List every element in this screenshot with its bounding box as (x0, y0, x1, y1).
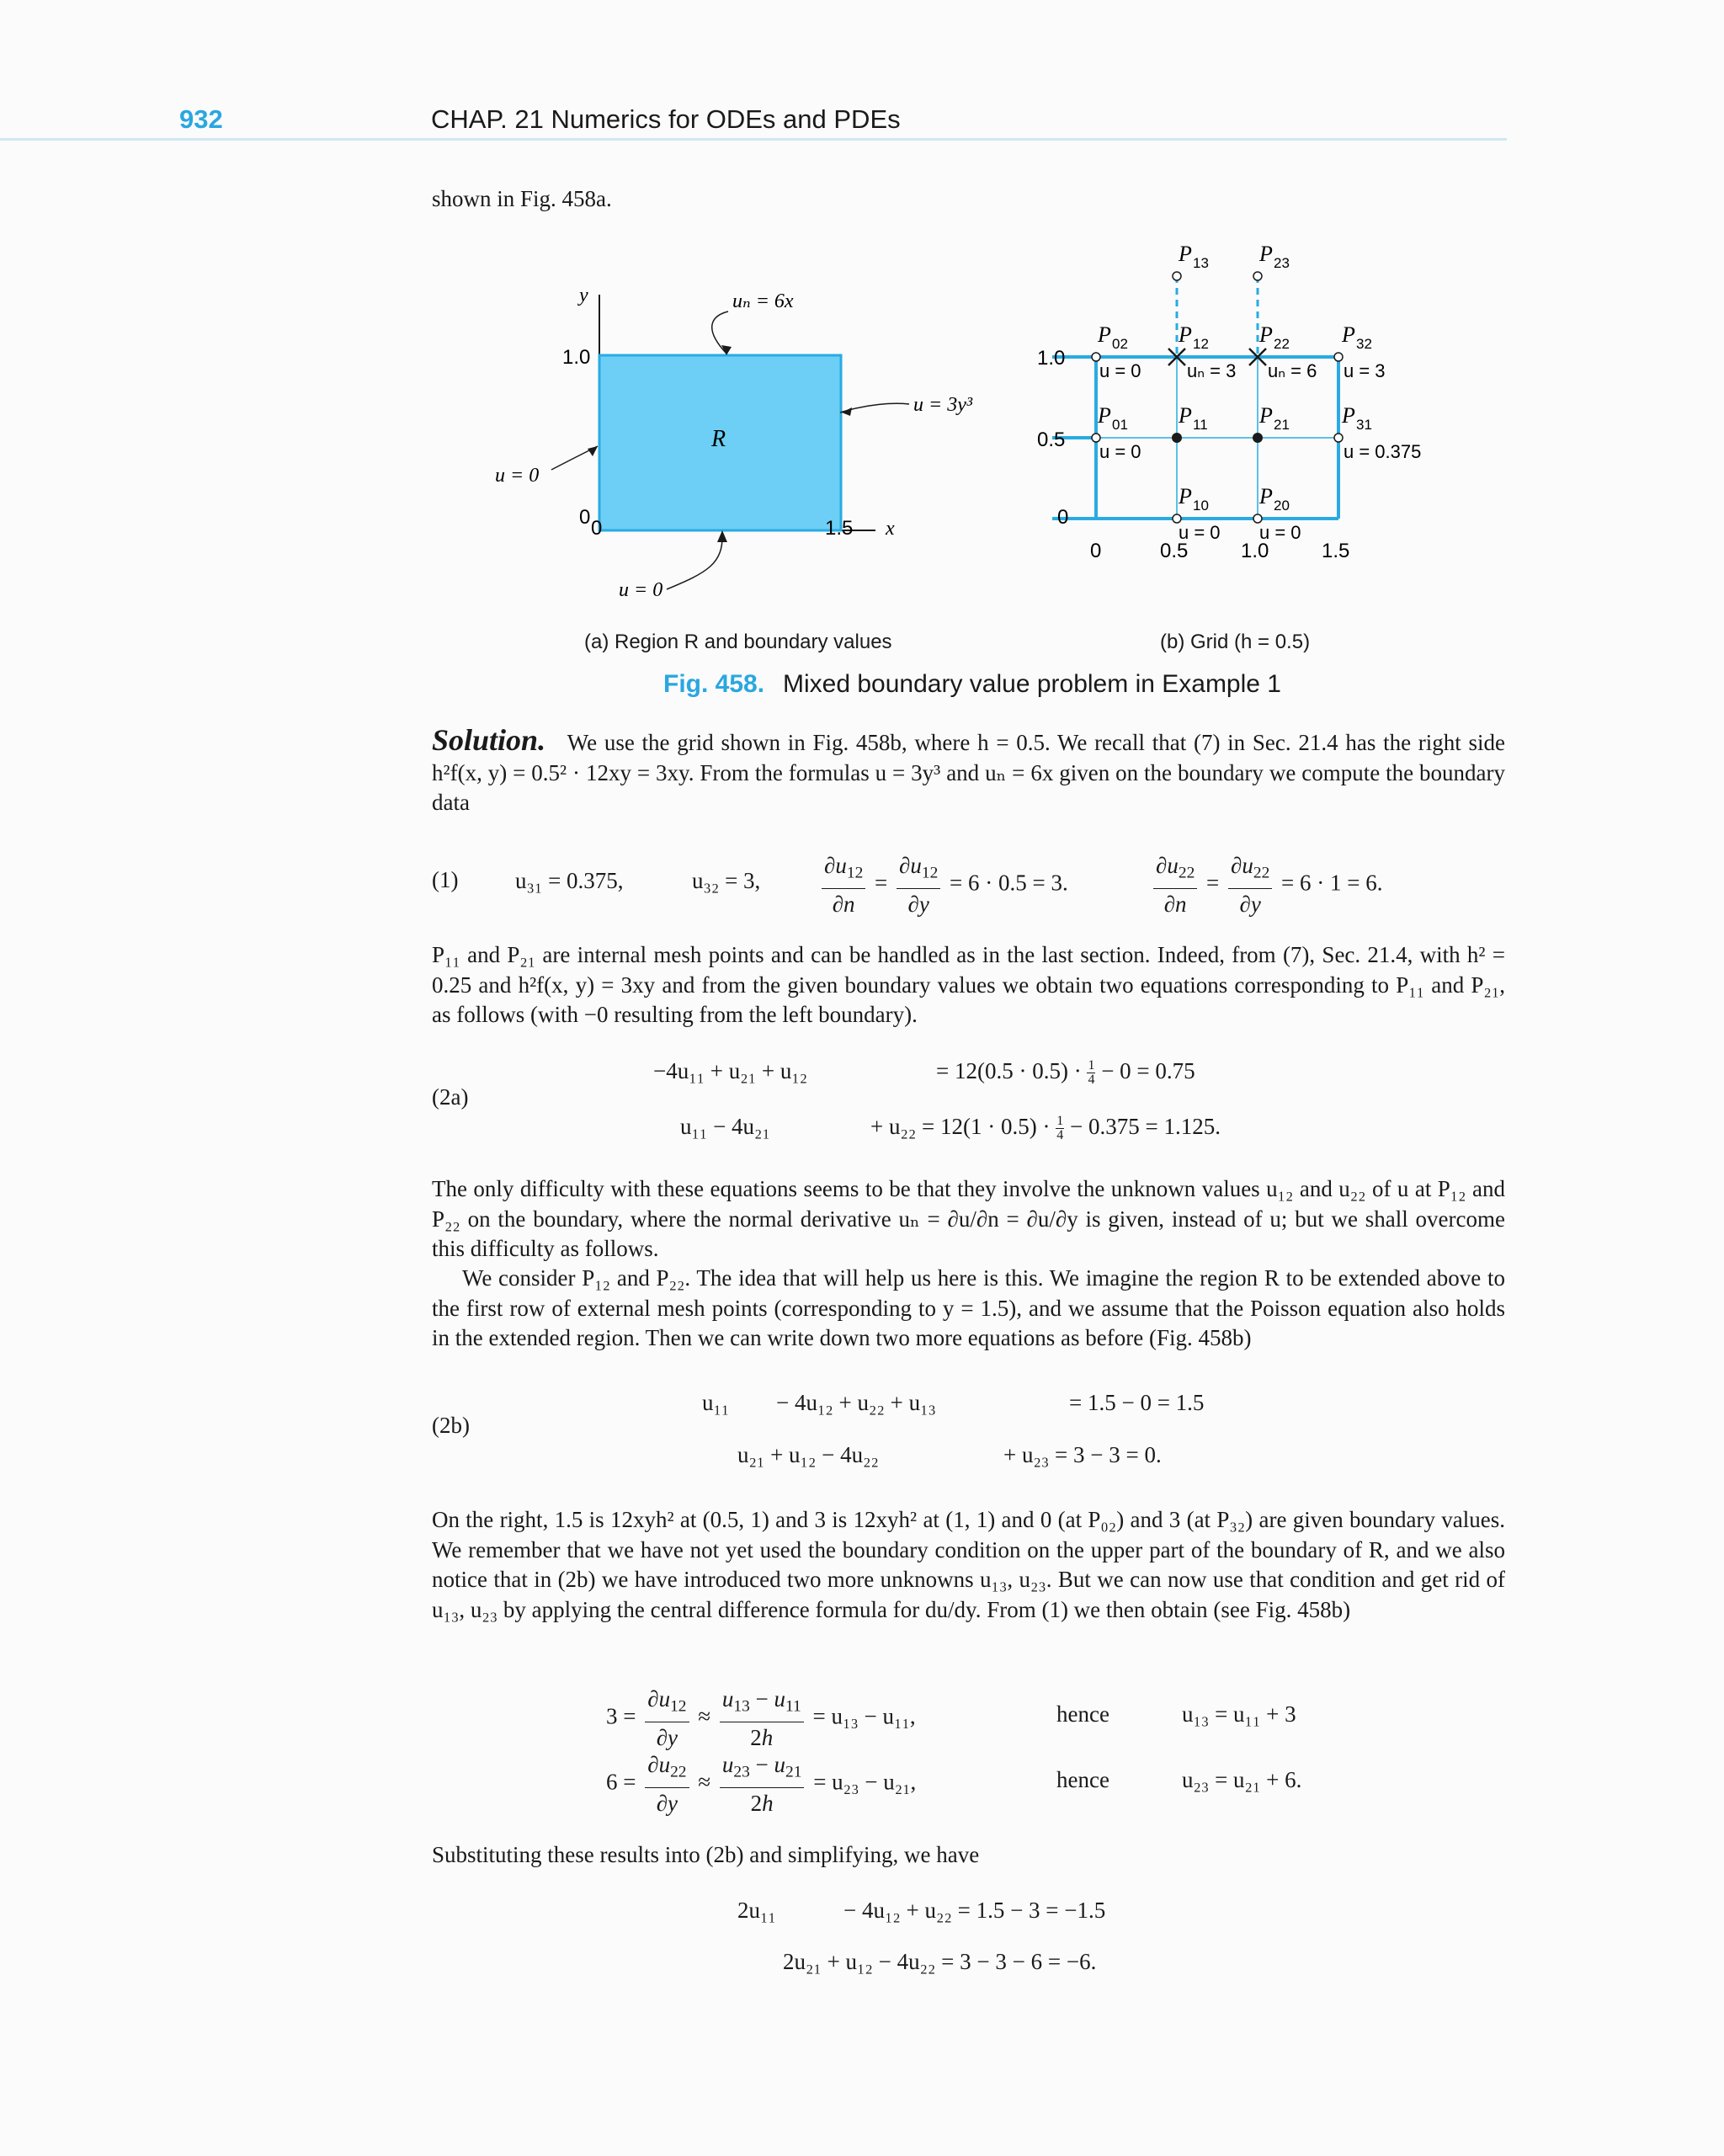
eq4-line1-b: − 4u₁₂ + u₂₂ = 1.5 − 3 = −1.5 (843, 1898, 1106, 1923)
svg-text:10: 10 (1193, 498, 1209, 514)
svg-text:12: 12 (1193, 336, 1209, 352)
svg-text:21: 21 (1274, 417, 1290, 433)
label-p22: P (1259, 322, 1273, 347)
paragraph-4: We consider P₁₂ and P₂₂. The idea that will help us here is this. We imagine the region R to be extended above to the first row of external mesh points (corresponding to y = 1.5), and we assume that the Poisson equation also holds in the extended region. Then we can write down two more equations as before (Fig. 458b) (432, 1265, 1505, 1350)
ytick-3: 0 (1057, 506, 1069, 529)
eq2b-label: (2b) (432, 1413, 470, 1438)
eq3-line2-hence: hence (1056, 1767, 1109, 1792)
label-p13: P (1179, 242, 1192, 266)
callout-bottom (667, 532, 722, 589)
eq3-line1-result: u₁₃ = u₁₁ + 3 (1182, 1701, 1296, 1727)
tick-x-right: 1.5 (825, 517, 854, 540)
svg-text:20: 20 (1274, 498, 1290, 514)
label-p20: P (1259, 484, 1273, 508)
point-p31 (1334, 434, 1343, 442)
ytick-1: 1.0 (1037, 347, 1066, 370)
label-p32: P (1342, 322, 1355, 347)
intro-text: shown in Fig. 458a. (432, 186, 612, 211)
svg-text:11: 11 (1193, 417, 1208, 433)
value-p20: u = 0 (1259, 522, 1301, 543)
paragraph-5: On the right, 1.5 is 12xyh² at (0.5, 1) and 3 is 12xyh² at (1, 1) and 0 (at P₀₂) and 3 (at P₃₂) are given boundary values. We remember that we have not yet used the boundary condition on the upper part of the boundary of R, and we also notice that in (2b) we have introduced two more unknowns u₁₃, u₂₃. But we can now use that condition and get rid of u₁₃, u₂₃ by applying the central difference formula for du/dy. From (1) we then obtain (see Fig. 458b) (432, 1507, 1505, 1622)
point-p13 (1173, 272, 1181, 280)
tick-origin-x: 0 (591, 517, 603, 540)
region-label: R (711, 426, 726, 452)
figure-458b (1027, 236, 1465, 572)
value-p31: u = 0.375 (1344, 441, 1422, 462)
eq1-label: (1) (432, 867, 459, 892)
panel-a-caption: (a) Region R and boundary values (584, 631, 892, 653)
eq1-part2: = 6 · 0.5 = 3. (950, 870, 1068, 896)
ytick-2: 0.5 (1037, 429, 1066, 451)
figure-458a (471, 278, 973, 615)
solution-text: We use the grid shown in Fig. 458b, where h = 0.5. We recall that (7) in Sec. 21.4 has the right side h²f(x, y) = 0.5² · 12xy = 3xy. From the formulas u = 3y³ and uₙ = 6x given on the boundary we compute the boundary data (432, 730, 1505, 815)
eq3-line1-hence: hence (1056, 1701, 1109, 1727)
chapter-title: CHAP. 21 Numerics for ODEs and PDEs (431, 104, 901, 134)
eq2a-label: (2a) (432, 1084, 469, 1110)
eq1-derivative-12: $\frac{\partial u_{12}}{\partial n}$ = $\frac{\partial u_{12}}{\partial y}$ = 6 · 0.5 = 3. (818, 850, 1068, 919)
paragraph-6: Substituting these results into (2b) and simplifying, we have (432, 1842, 980, 1867)
eq2a-line1-rhs: = 12(0.5 · 0.5) · $\frac{1}{4}$ − 0 = 0.75 (936, 1058, 1195, 1088)
point-p11 (1172, 433, 1182, 443)
svg-text:22: 22 (1274, 336, 1290, 352)
svg-text:01: 01 (1112, 417, 1128, 433)
paragraph-3: The only difficulty with these equations seems to be that they involve the unknown values u₁₂ and u₂₂ of u at P₁₂ and P₂₂ on the boundary, where the normal derivative uₙ = ∂u/∂n = ∂u/∂y is given, instead of u; but we shall overcome this difficulty as follows. (432, 1176, 1505, 1261)
svg-text:02: 02 (1112, 336, 1128, 352)
eq2b-line2-a: u₂₁ + u₁₂ − 4u₂₂ (737, 1442, 879, 1467)
eq2a-line2-rhs: + u₂₂ = 12(1 · 0.5) · $\frac{1}{4}$ − 0.375 = 1.125. (870, 1114, 1221, 1143)
eq2b-line1-a: u₁₁ (702, 1390, 730, 1415)
label-bottom: u = 0 (619, 579, 663, 601)
value-p22: uₙ = 6 (1268, 360, 1317, 381)
eq3-line2-result: u₂₃ = u₂₁ + 6. (1182, 1767, 1302, 1792)
svg-text:13: 13 (1193, 255, 1209, 271)
svg-text:31: 31 (1356, 417, 1372, 433)
label-p02: P (1098, 322, 1111, 347)
value-p02: u = 0 (1099, 360, 1141, 381)
figure-caption: Mixed boundary value problem in Example 1 (783, 670, 1281, 698)
xtick-4: 1.5 (1322, 540, 1350, 562)
page-number: 932 (179, 104, 223, 134)
value-p10: u = 0 (1179, 522, 1221, 543)
label-p23: P (1259, 242, 1273, 266)
label-p10: P (1179, 484, 1192, 508)
tick-origin-y: 0 (579, 506, 591, 529)
eq1-u32: u₃₂ = 3, (692, 868, 761, 893)
label-p12: P (1179, 322, 1192, 347)
axis-x-label: x (886, 518, 895, 540)
panel-b-caption: (b) Grid (h = 0.5) (1160, 631, 1311, 653)
eq1-part3: = 6 · 1 = 6. (1281, 870, 1383, 896)
label-right: u = 3y³ (913, 394, 973, 416)
eq2a-line1-lhs: −4u₁₁ + u₂₁ + u₁₂ (653, 1058, 808, 1083)
point-p23 (1253, 272, 1262, 280)
figure-number: Fig. 458. (663, 670, 765, 698)
label-left: u = 0 (495, 465, 540, 487)
eq2a-line2-lhs: u₁₁ − 4u₂₁ (680, 1114, 770, 1139)
label-top: uₙ = 6x (732, 290, 794, 312)
xtick-3: 1.0 (1241, 540, 1269, 562)
header-rule (0, 138, 1507, 141)
eq2b-line1-b: − 4u₁₂ + u₂₂ + u₁₃ (776, 1390, 936, 1415)
tick-y-top: 1.0 (562, 346, 591, 369)
eq1-u31: u₃₁ = 0.375, (515, 868, 624, 893)
value-p12: uₙ = 3 (1187, 360, 1237, 381)
solution-heading: Solution. (432, 723, 546, 757)
eq2b-line1-c: = 1.5 − 0 = 1.5 (1069, 1390, 1205, 1415)
value-p32: u = 3 (1344, 360, 1386, 381)
svg-text:32: 32 (1356, 336, 1372, 352)
label-p31: P (1342, 403, 1355, 428)
label-p21: P (1259, 403, 1273, 428)
value-p01: u = 0 (1099, 441, 1141, 462)
xtick-2: 0.5 (1160, 540, 1189, 562)
label-p11: P (1179, 403, 1192, 428)
eq2b-line2-b: + u₂₃ = 3 − 3 = 0. (1003, 1442, 1162, 1467)
eq3-line1: 3 = $\frac{\partial u_{12}}{\partial y}$ ≈ $\frac{u_{13} - u_{11}}{2h}$ = u₁₃ − u₁₁, (606, 1684, 916, 1753)
label-p01: P (1098, 403, 1111, 428)
xtick-1: 0 (1090, 540, 1102, 562)
point-p32 (1334, 353, 1343, 361)
eq1-derivative-22: $\frac{\partial u_{22}}{\partial n}$ = $\frac{\partial u_{22}}{\partial y}$ = 6 · 1 = 6. (1150, 850, 1383, 919)
eq3-line2: 6 = $\frac{\partial u_{22}}{\partial y}$ ≈ $\frac{u_{23} - u_{21}}{2h}$ = u₂₃ − u₂₁, (606, 1749, 916, 1818)
eq4-line1-a: 2u₁₁ (737, 1898, 776, 1923)
solution-paragraph (432, 723, 1505, 818)
axis-y-label: y (579, 285, 588, 306)
paragraph-2: P₁₁ and P₂₁ are internal mesh points and can be handled as in the last section. Indeed, from (7), Sec. 21.4, with h² = 0.25 and h²f(x, y) = 3xy and from the given boundary values we obtain two equations corresponding to P₁₁ and P₂₁, as follows (with −0 resulting from the left boundary). (432, 942, 1505, 1027)
point-p21 (1253, 433, 1263, 443)
svg-text:23: 23 (1274, 255, 1290, 271)
eq4-line2: 2u₂₁ + u₁₂ − 4u₂₂ = 3 − 3 − 6 = −6. (783, 1949, 1097, 1974)
